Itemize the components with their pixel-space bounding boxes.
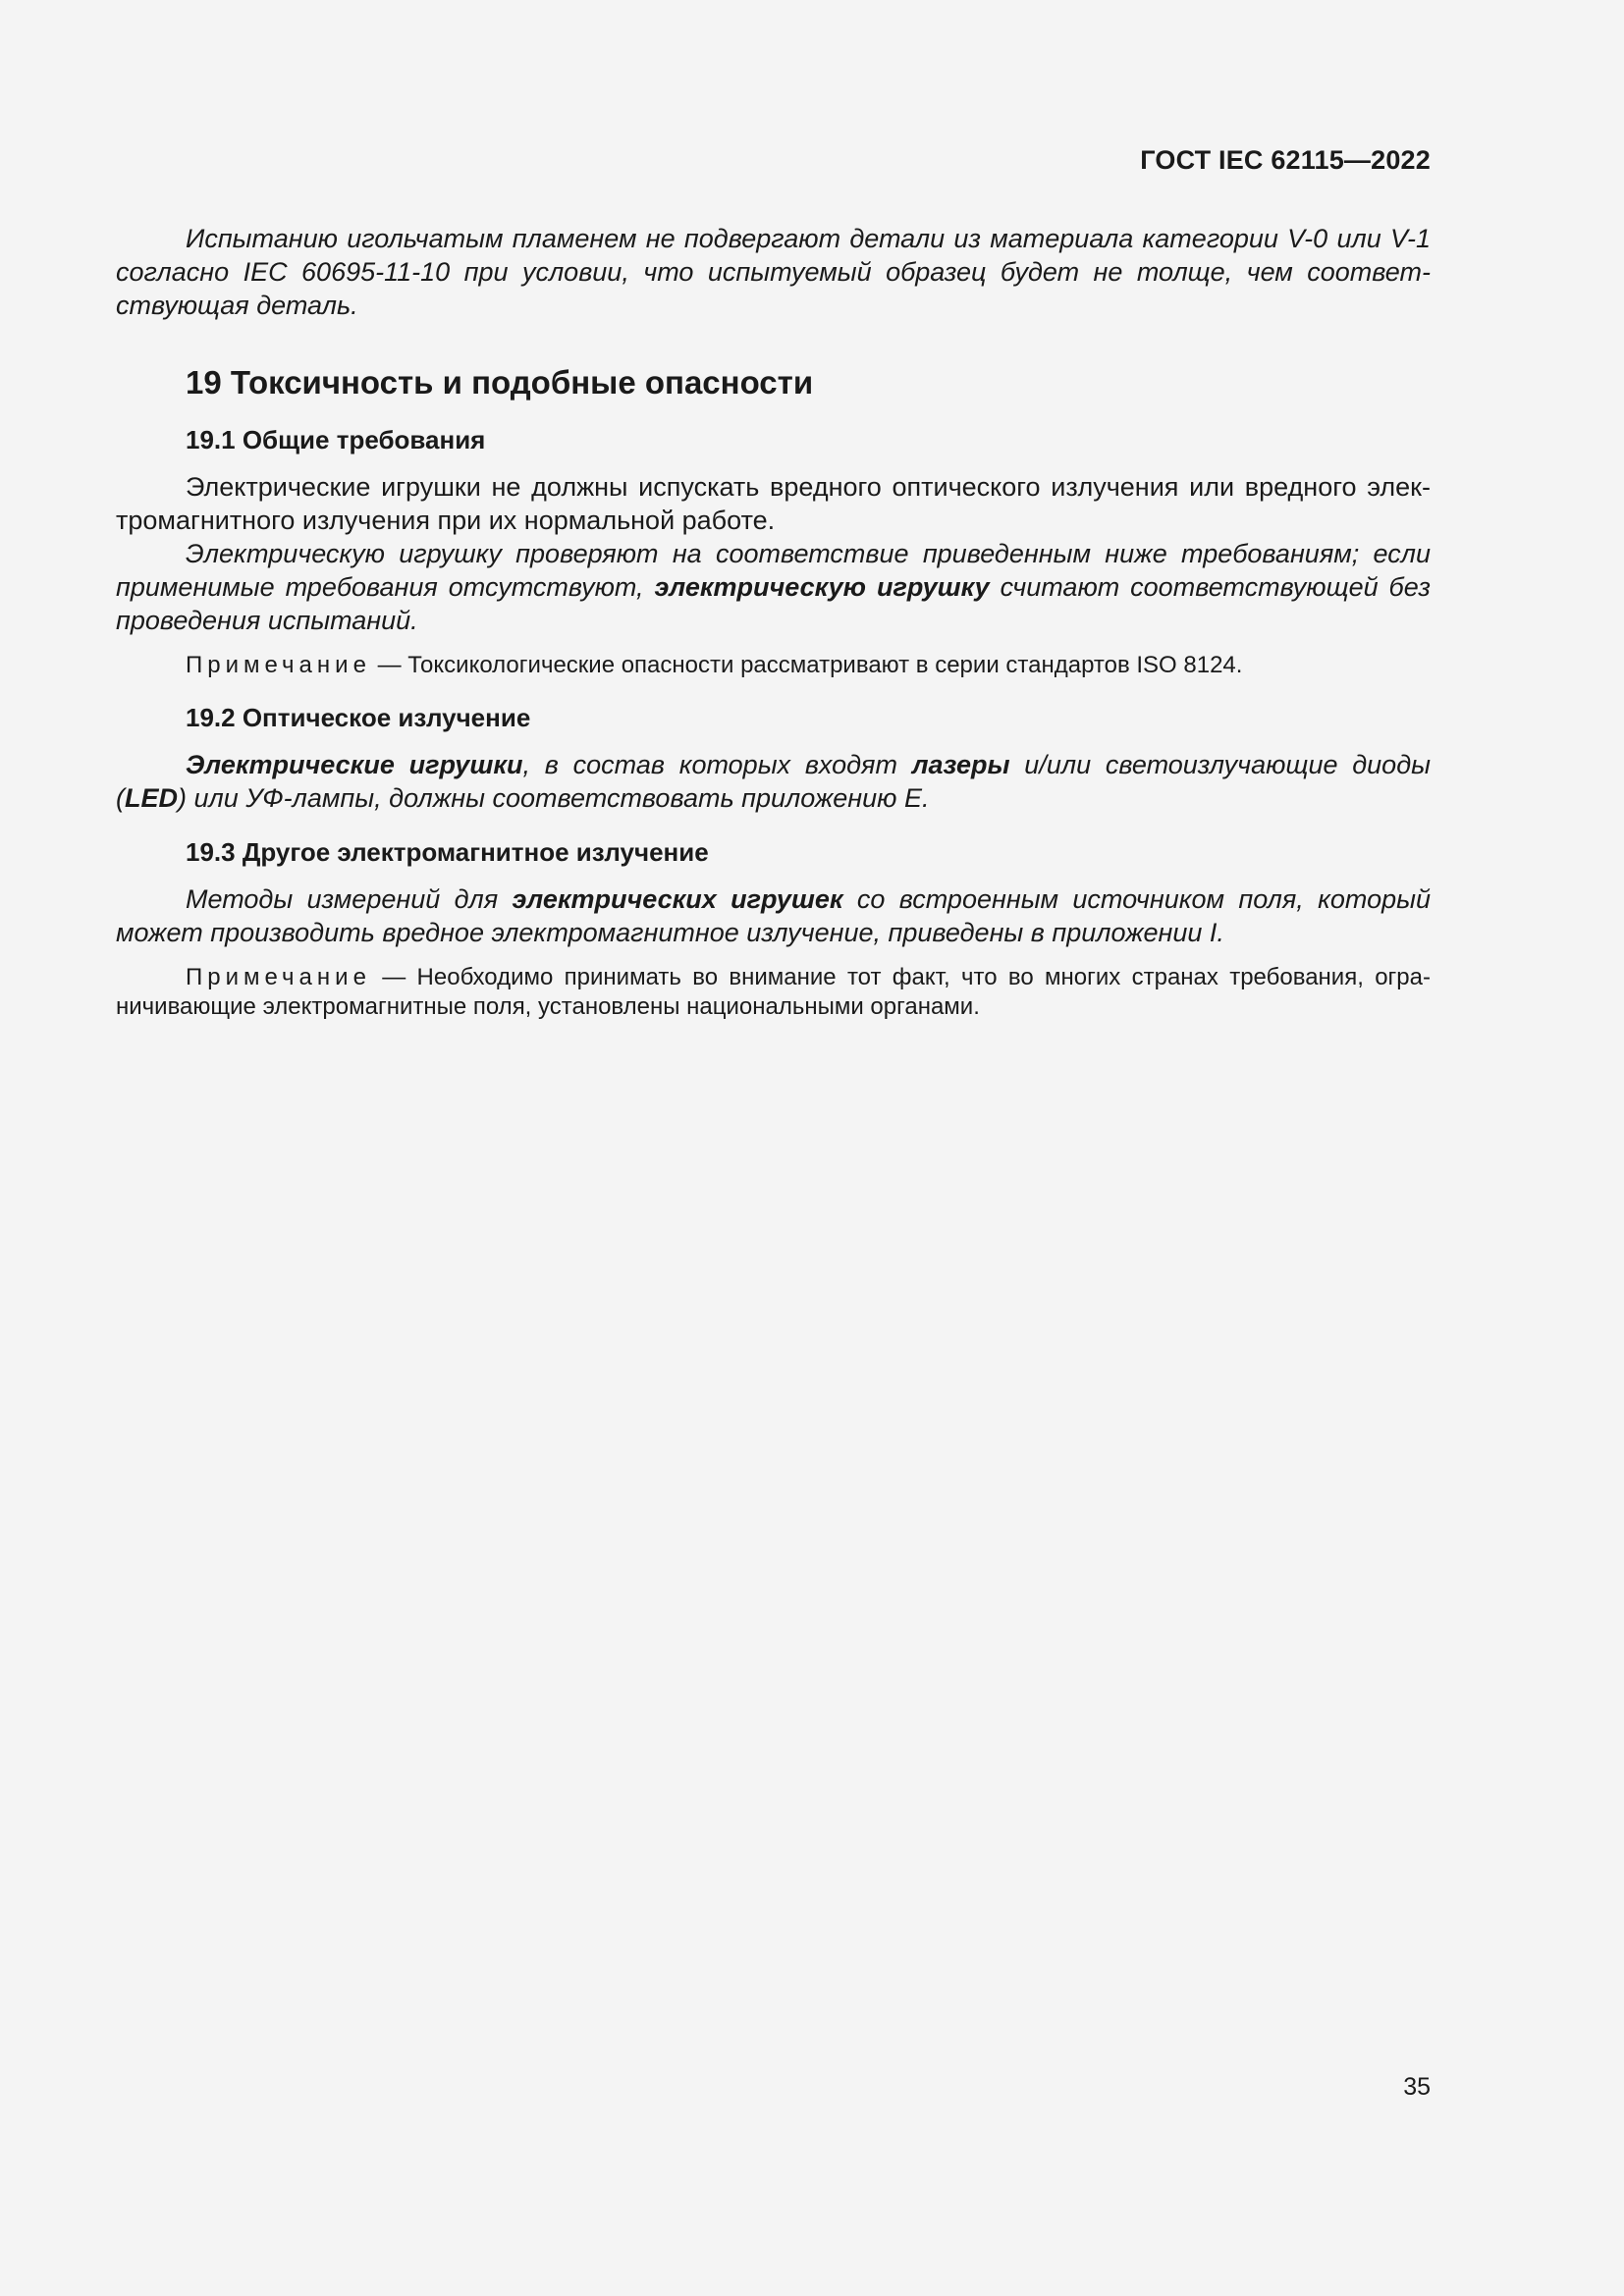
- note-text: — Необходимо принимать во внимание тот факт, что во многих странах требования, ограничивающие электромагнитные поля, установлены национальными органами.: [116, 964, 1431, 1020]
- section-19-2-heading: 19.2 Оптическое излучение: [186, 703, 531, 732]
- paragraph-text: , в состав которых входят: [522, 750, 912, 779]
- defined-term: электрическую игрушку: [654, 572, 990, 602]
- defined-term: электрических игрушек: [512, 884, 843, 914]
- document-body: [116, 222, 1431, 1022]
- paragraph-text: со встроенным источником поля, который может производить вредное электромагнитное излучение, приведены в приложении I.: [116, 884, 1431, 947]
- paragraph-text: и/или светоизлучающие диоды (: [116, 750, 1431, 813]
- section-19-2-paragraph: [116, 748, 1431, 815]
- intro-paragraph: Испытанию игольчатым пламенем не подвергают детали из материала категории V-0 или V-1 согласно IEC 60695-11-10 при условии, что испытуемый образец будет не толще, чем соответствующая деталь.: [116, 224, 1431, 320]
- page-number: 35: [1403, 2073, 1431, 2101]
- note-label: Примечание: [186, 964, 371, 990]
- note-label: Примечание: [186, 652, 371, 678]
- paragraph-text: Электрическую игрушку проверяют на соответствие приведенным ниже требованиям; если применимые требования отсутствуют,: [116, 539, 1431, 602]
- section-19-1-note: [116, 651, 1431, 680]
- paragraph-text: считают соответствующей без проведения испытаний.: [116, 572, 1431, 635]
- section-19-3-paragraph: [116, 882, 1431, 949]
- section-19-3-heading: 19.3 Другое электромагнитное излучение: [186, 837, 709, 867]
- section-19-1-paragraph-2: [116, 537, 1431, 637]
- document-header: ГОСТ IEC 62115—2022: [1140, 145, 1431, 175]
- section-19-1-paragraph-1: Электрические игрушки не должны испускать вредного оптического излучения или вредного электромагнитного излучения при их нормальной работе.: [116, 472, 1431, 535]
- paragraph-text: Методы измерений для: [186, 884, 513, 914]
- paragraph-text: ) или УФ-лампы, должны соответствовать приложению E.: [178, 783, 930, 813]
- section-19-heading: 19 Токсичность и подобные опасности: [186, 364, 814, 400]
- defined-term: LED: [125, 783, 178, 813]
- note-text: — Токсикологические опасности рассматривают в серии стандартов ISO 8124.: [370, 652, 1243, 678]
- defined-term: Электрические игрушки: [186, 750, 523, 779]
- section-19-1-heading: 19.1 Общие требования: [186, 425, 486, 454]
- defined-term: лазеры: [911, 750, 1010, 779]
- section-19-3-note: [116, 963, 1431, 1022]
